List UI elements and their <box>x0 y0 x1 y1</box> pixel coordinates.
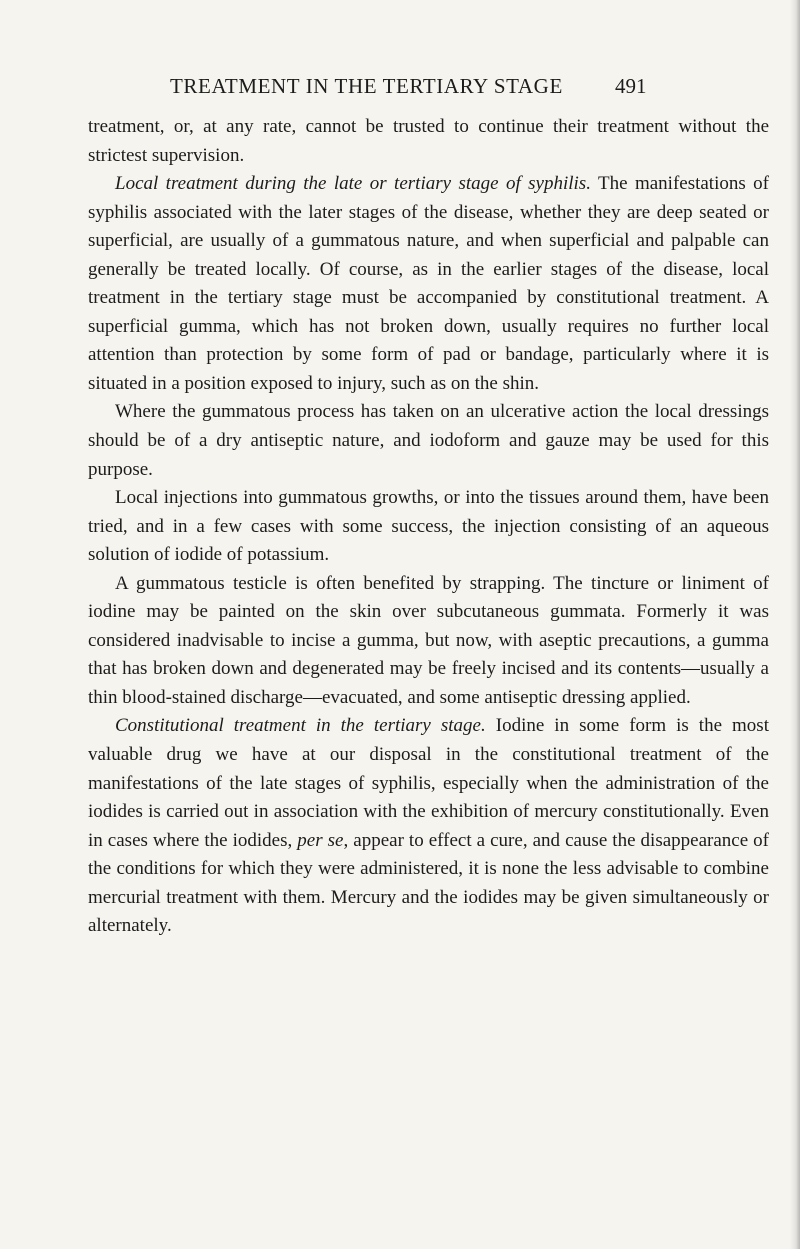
section-heading-constitutional-treatment: Constitutional treatment in the tertiary stage. <box>115 715 486 737</box>
paragraph-text: The manifestations of syphilis associated with the later stages of the disease, whether they are deep seated or superficial, are usually of a gummatous nature, and when superficial and palpable can generally be treated locally. Of course, as in the earlier stages of the disease, local treatment in the tertiary stage must be accompanied by constitutional treatment. A superficial gumma, which has not broken down, usually requires no further local attention than protection by some form of pad or bandage, particularly where it is situated in a position exposed to injury, such as on the shin. <box>88 173 769 394</box>
page-edge-shadow <box>790 0 800 1249</box>
paragraph-text: A gummatous testicle is often benefited by strapping. The tincture or liniment of iodine may be painted on the skin over subcutaneous gummata. Formerly it was considered inadvisable to incise a gumma, but now, with aseptic precautions, a gumma that has broken down and degenerated may be freely incised and its contents—usually a thin blood-stained discharge—evacuated, and some antiseptic dressing applied. <box>88 572 769 708</box>
paragraph-text: Where the gummatous process has taken on an ulcerative action the local dressings should be of a dry antiseptic nature, and iodoform and gauze may be used for this purpose. <box>88 401 769 480</box>
paragraph-constitutional-treatment <box>88 712 769 940</box>
page-number: 491 <box>615 74 647 98</box>
paragraph-local-treatment <box>88 170 769 398</box>
paragraph-text: treatment, or, at any rate, cannot be trusted to continue their treatment without the strictest supervision. <box>88 116 769 166</box>
body-text <box>88 113 769 941</box>
italic-phrase: per se <box>297 829 344 851</box>
paragraph-text: Local injections into gummatous growths, or into the tissues around them, have been tried, and in a few cases with some success, the injection consisting of an aqueous solution of iodide of potassium. <box>88 487 769 566</box>
paragraph-testicle <box>88 570 769 713</box>
page-header <box>170 74 770 102</box>
paragraph-ulcerative <box>88 398 769 484</box>
section-heading-local-treatment: Local treatment during the late or tertiary stage of syphilis. <box>115 173 591 195</box>
paragraph-text: , appear to effect a cure, and cause the disappearance of the conditions for which they were administered, it is none the less advisable to combine mercurial treatment with them. Mercury and the iodides may be given simultaneously or alternately. <box>88 829 769 937</box>
paragraph-continuation <box>88 113 769 170</box>
paragraph-injections <box>88 484 769 570</box>
paragraph-text: Iodine in some form is the most valuable drug we have at our disposal in the constitutional treatment of the manifestations of the late stages of syphilis, especially when the administration of the iodides is carried out in association with the exhibition of mercury constitutionally. Even in cases where the iodides, <box>88 715 769 851</box>
running-head: TREATMENT IN THE TERTIARY STAGE <box>170 74 563 98</box>
